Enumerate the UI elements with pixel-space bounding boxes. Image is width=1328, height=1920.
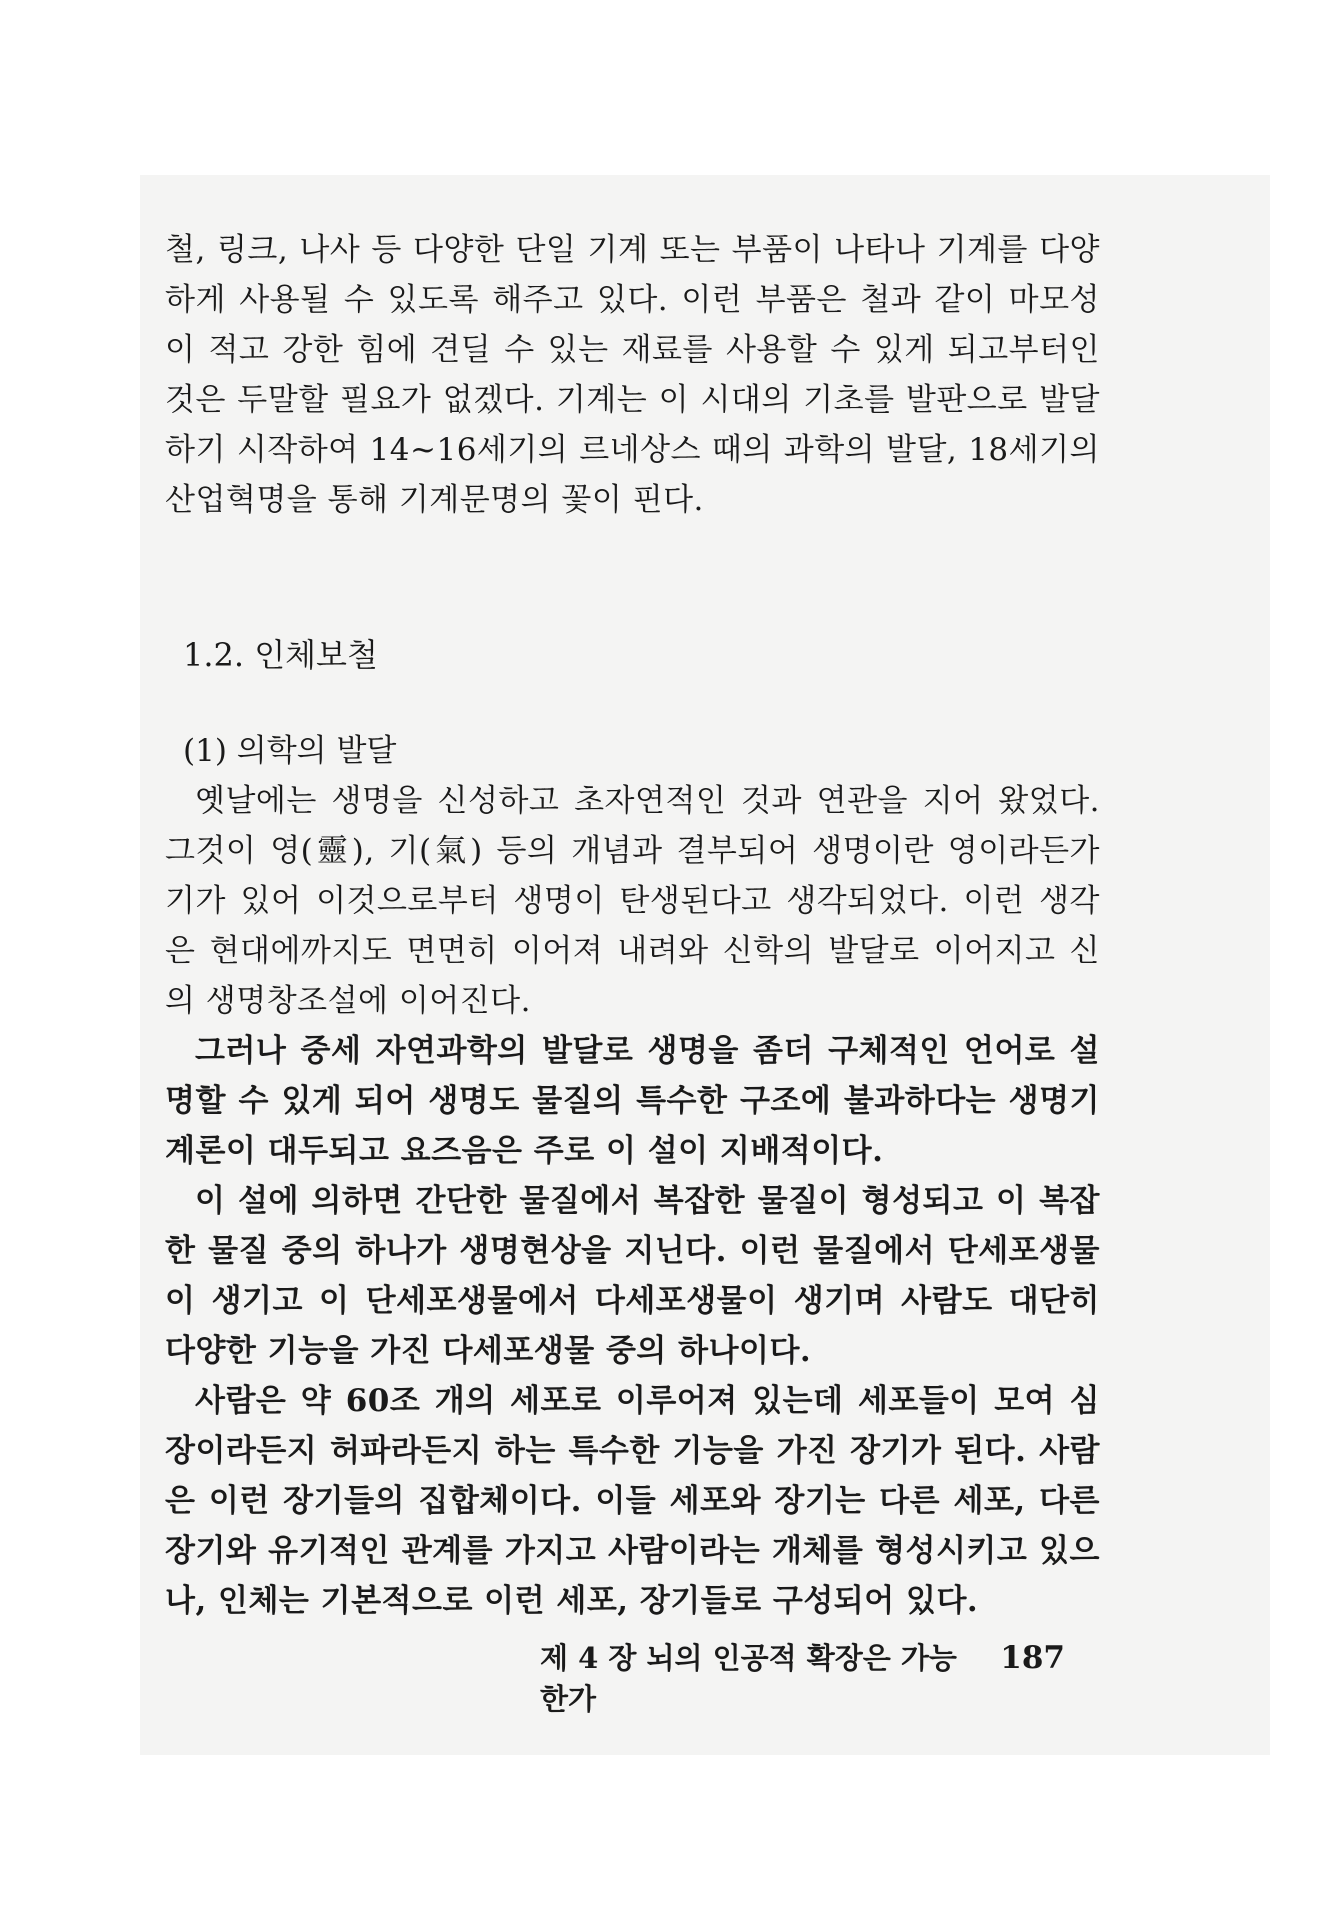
body-paragraph-3: 이 설에 의하면 간단한 물질에서 복잡한 물질이 형성되고 이 복잡한 물질 중의 하나가 생명현상을 지닌다. 이런 물질에서 단세포생물이 생기고 이 단세포생물에서 다세포생물이 생기며 사람도 대단히 다양한 기능을 가진 다세포생물 중의 하나이다. xyxy=(165,1183,1100,1369)
subsection-heading: (1) 의학의 발달 xyxy=(183,733,397,769)
body-paragraph-1: 옛날에는 생명을 신성하고 초자연적인 것과 연관을 지어 왔었다. 그것이 영(靈), 기(氣) 등의 개념과 결부되어 생명이란 영이라든가 기가 있어 이것으로부터 생명이 탄생된다고 생각되었다. 이런 생각은 현대에까지도 면면히 이어져 내려와 신학의 발달로 이어지고 신의 생명창조설에 이어진다. xyxy=(165,783,1100,1019)
page-content xyxy=(165,225,1100,1626)
intro-paragraph: 철, 링크, 나사 등 다양한 단일 기계 또는 부품이 나타나 기계를 다양하게 사용될 수 있도록 해주고 있다. 이런 부품은 철과 같이 마모성이 적고 강한 힘에 견딜 수 있는 재료를 사용할 수 있게 되고부터인 것은 두말할 필요가 없겠다. 기계는 이 시대의 기초를 발판으로 발달하기 시작하여 14~16세기의 르네상스 때의 과학의 발달, 18세기의 산업혁명을 통해 기계문명의 꽃이 핀다. xyxy=(165,232,1100,518)
body-paragraph-2: 그러나 중세 자연과학의 발달로 생명을 좀더 구체적인 언어로 설명할 수 있게 되어 생명도 물질의 특수한 구조에 불과하다는 생명기계론이 대두되고 요즈음은 주로 이 설이 지배적이다. xyxy=(165,1033,1100,1169)
body-paragraph-4: 사람은 약 60조 개의 세포로 이루어져 있는데 세포들이 모여 심장이라든지 허파라든지 하는 특수한 기능을 가진 장기가 된다. 사람은 이런 장기들의 집합체이다. 이들 세포와 장기는 다른 세포, 다른 장기와 유기적인 관계를 가지고 사람이라는 개체를 형성시키고 있으나, 인체는 기본적으로 이런 세포, 장기들로 구성되어 있다. xyxy=(165,1383,1100,1619)
section-heading: 1.2. 인체보철 xyxy=(183,636,378,674)
page-number: 187 xyxy=(1000,1640,1065,1676)
page-footer xyxy=(540,1636,1065,1718)
running-chapter-title: 제 4 장 뇌의 인공적 확장은 가능한가 xyxy=(540,1641,957,1716)
